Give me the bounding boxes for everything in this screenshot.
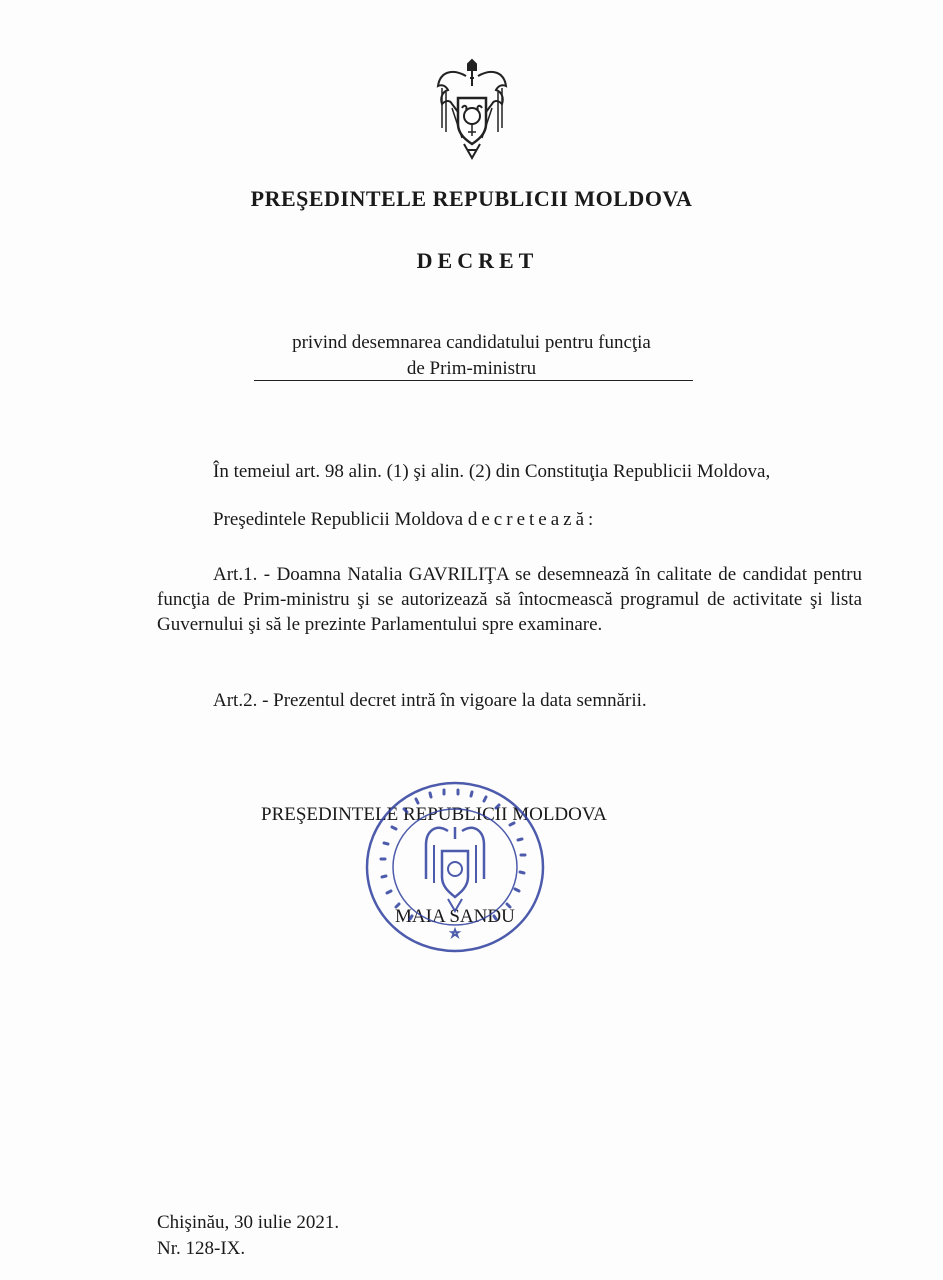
article-1: Art.1. - Doamna Natalia GAVRILIŢA se desemnează în calitate de candidat pentru funcţia de Prim-ministru şi se autorizează să întocmească programul de activitate şi lista Guvernului şi să le prezinte Parlamentului spre examinare.	[157, 564, 862, 635]
decree-number: Nr. 128-IX.	[157, 1238, 246, 1259]
coat-of-arms-icon	[432, 58, 512, 162]
subject-line-2: de Prim-ministru	[406, 358, 537, 379]
document-type-heading: DECRET	[416, 248, 539, 273]
subject-line-1: privind desemnarea candidatului pentru funcţia	[292, 332, 651, 353]
legal-basis-paragraph	[157, 459, 862, 484]
signature-title: PREŞEDINTELE REPUBLICII MOLDOVA	[261, 804, 607, 825]
legal-basis-text: În temeiul art. 98 alin. (1) şi alin. (2) din Constituţia Republicii Moldova,	[213, 461, 771, 482]
place-date: Chişinău, 30 iulie 2021.	[157, 1212, 340, 1233]
signature-name: MAIA SANDU	[395, 906, 515, 927]
article-2: Art.2. - Prezentul decret intră în vigoare la data semnării.	[213, 690, 647, 711]
decree-intro-text: Preşedintele Republicii Moldova	[213, 509, 464, 530]
decree-intro-paragraph	[157, 507, 862, 532]
official-stamp-icon	[364, 779, 546, 955]
decree-verb: decretează:	[467, 509, 598, 530]
issuer-heading: PREŞEDINTELE REPUBLICII MOLDOVA	[250, 186, 693, 211]
subject-underline	[254, 380, 693, 381]
